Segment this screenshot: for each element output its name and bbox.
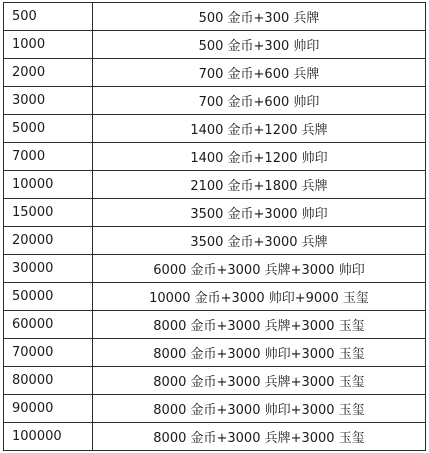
reward-cell: 8000 金币+3000 兵牌+3000 玉玺 [93,367,426,395]
amount-cell: 80000 [4,367,93,395]
amount-cell: 1000 [4,31,93,59]
amount-cell: 20000 [4,227,93,255]
reward-cell: 700 金币+600 帅印 [93,87,426,115]
table-row [4,59,426,87]
table-row [4,115,426,143]
amount-cell: 50000 [4,283,93,311]
reward-cell: 2100 金币+1800 兵牌 [93,171,426,199]
amount-cell: 30000 [4,255,93,283]
table-row [4,395,426,423]
amount-cell: 70000 [4,339,93,367]
table-row [4,423,426,451]
table-row [4,171,426,199]
table-row [4,143,426,171]
table-row [4,255,426,283]
table-row [4,31,426,59]
table-row [4,339,426,367]
amount-cell: 3000 [4,87,93,115]
amount-cell: 2000 [4,59,93,87]
amount-cell: 60000 [4,311,93,339]
table-row [4,367,426,395]
reward-cell: 1400 金币+1200 帅印 [93,143,426,171]
reward-cell: 8000 金币+3000 帅印+3000 玉玺 [93,339,426,367]
amount-cell: 5000 [4,115,93,143]
reward-cell: 700 金币+600 兵牌 [93,59,426,87]
reward-cell: 500 金币+300 帅印 [93,31,426,59]
reward-table-body [4,3,426,451]
reward-cell: 8000 金币+3000 兵牌+3000 玉玺 [93,423,426,451]
table-row [4,3,426,31]
table-row [4,227,426,255]
reward-cell: 10000 金币+3000 帅印+9000 玉玺 [93,283,426,311]
table-row [4,283,426,311]
reward-table [3,2,426,451]
reward-cell: 8000 金币+3000 兵牌+3000 玉玺 [93,311,426,339]
reward-cell: 500 金币+300 兵牌 [93,3,426,31]
table-row [4,311,426,339]
table-row [4,199,426,227]
amount-cell: 10000 [4,171,93,199]
reward-cell: 3500 金币+3000 帅印 [93,199,426,227]
reward-cell: 6000 金币+3000 兵牌+3000 帅印 [93,255,426,283]
reward-cell: 1400 金币+1200 兵牌 [93,115,426,143]
amount-cell: 100000 [4,423,93,451]
amount-cell: 90000 [4,395,93,423]
amount-cell: 15000 [4,199,93,227]
reward-cell: 3500 金币+3000 兵牌 [93,227,426,255]
reward-cell: 8000 金币+3000 帅印+3000 玉玺 [93,395,426,423]
amount-cell: 500 [4,3,93,31]
amount-cell: 7000 [4,143,93,171]
table-row [4,87,426,115]
